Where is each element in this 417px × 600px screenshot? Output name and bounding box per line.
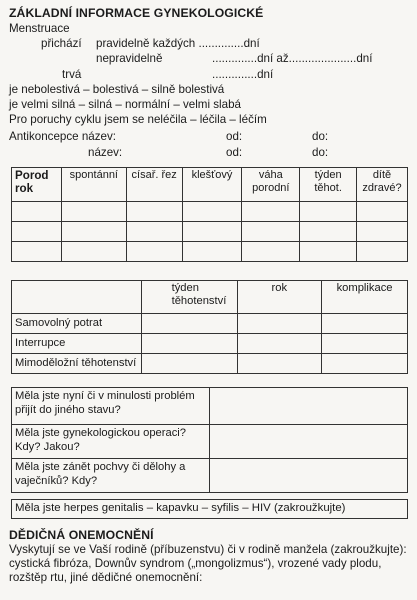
section-title-gynecology: ZÁKLADNÍ INFORMACE GYNEKOLOGICKÉ xyxy=(9,6,264,20)
header-klestovy: klešťový xyxy=(182,168,242,202)
header-dite-zdrave: dítě zdravé? xyxy=(357,168,408,202)
label-nazev-2: název: xyxy=(88,146,123,159)
field-nepravidelne[interactable]: ..............dní až.....................dní xyxy=(212,52,373,65)
header-spontanni: spontánní xyxy=(61,168,126,202)
table-row[interactable] xyxy=(12,314,408,334)
option-bolest[interactable]: je nebolestivá – bolestivá – silně bolestivá xyxy=(9,83,225,96)
table-row[interactable] xyxy=(12,222,408,242)
label-menstruace: Menstruace xyxy=(9,22,70,35)
header-vaha-porodni: váha porodní xyxy=(242,168,300,202)
table-row[interactable] xyxy=(12,425,408,459)
label-trva: trvá xyxy=(62,68,82,81)
header-rok: rok xyxy=(237,281,322,314)
question-problem-otehotnet: Měla jste nyní či v minulosti problém přijít do jiného stavu? xyxy=(12,388,210,425)
pregnancy-loss-table xyxy=(11,280,408,374)
header-porod-rok: Porod rok xyxy=(12,168,62,202)
question-zanet: Měla jste zánět pochvy či dělohy a vaječníků? Kdy? xyxy=(12,459,210,493)
table-row[interactable] xyxy=(12,388,408,425)
label-nepravidelne: nepravidelně xyxy=(96,52,163,65)
table-row[interactable] xyxy=(12,202,408,222)
label-do-2: do: xyxy=(312,146,329,159)
table-row[interactable] xyxy=(12,334,408,354)
label-do-1: do: xyxy=(312,130,329,143)
history-questions-table xyxy=(11,387,408,493)
label-antikoncepce: Antikoncepce název: xyxy=(9,130,116,143)
header-komplikace: komplikace xyxy=(322,281,408,314)
table-row[interactable] xyxy=(12,242,408,262)
header-tyden-tehotenstvi: týden těhotenství xyxy=(141,281,237,314)
label-prichazi: přichází xyxy=(41,37,82,50)
question-operace: Měla jste gynekologickou operaci? Kdy? Jakou? xyxy=(12,425,210,459)
header-tyden-tehot: týden těhot. xyxy=(300,168,357,202)
field-pravidelne[interactable]: pravidelně každých ..............dní xyxy=(96,37,260,50)
header-empty xyxy=(12,281,142,314)
row-label-interrupce: Interrupce xyxy=(12,334,142,354)
label-od-1: od: xyxy=(226,130,243,143)
section-title-hereditary: DĚDIČNÁ ONEMOCNĚNÍ xyxy=(9,528,154,542)
births-table xyxy=(11,167,408,262)
row-label-samovolny-potrat: Samovolný potrat xyxy=(12,314,142,334)
header-cisar-rez: císař. řez xyxy=(126,168,182,202)
option-poruchy[interactable]: Pro poruchy cyklu jsem se neléčila – léčila – léčím xyxy=(9,113,267,126)
option-sila[interactable]: je velmi silná – silná – normální – velmi slabá xyxy=(9,98,241,111)
herpes-box[interactable] xyxy=(11,499,408,519)
herpes-text: Měla jste herpes genitalis – kapavku – syfilis – HIV (zakroužkujte) xyxy=(15,502,346,514)
row-label-mimodelozni: Mimoděložní těhotenství xyxy=(12,354,142,374)
table-row[interactable] xyxy=(12,354,408,374)
label-od-2: od: xyxy=(226,146,243,159)
field-trva[interactable]: ..............dní xyxy=(212,68,274,81)
table-row[interactable] xyxy=(12,459,408,493)
hereditary-text[interactable]: Vyskytují se ve Vaší rodině (příbuzenstvu) či v rodině manžela (zakroužkujte): cystická fibróza, Downův syndrom („mongolizmus“), vrozené vady plodu, rozštěp rtu, jiné dědičné onemocnění: xyxy=(9,543,407,585)
